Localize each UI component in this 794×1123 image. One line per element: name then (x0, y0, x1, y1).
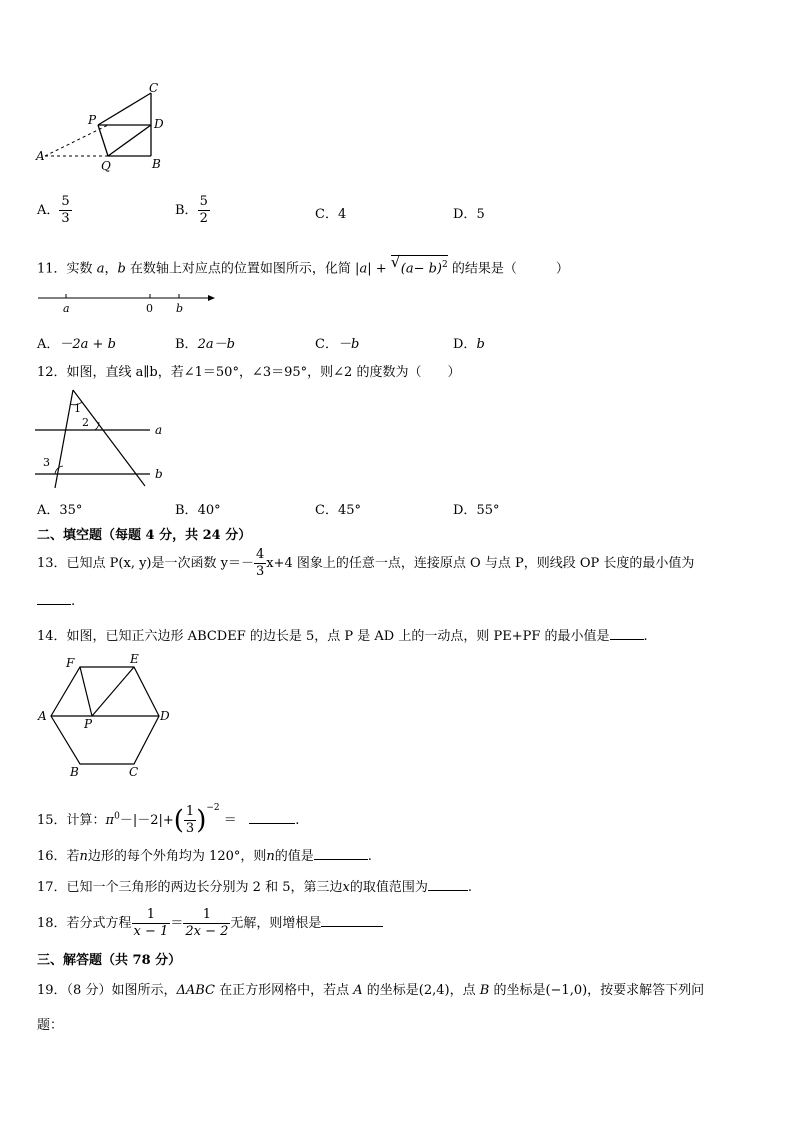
q12-figure (35, 388, 175, 493)
q11-text: 11．实数 a，b 在数轴上对应点的位置如图所示，化简 |a| + √ $(a- b)^2$ 的结果是（ ） (37, 253, 569, 277)
hex-label-F: F (66, 656, 75, 670)
q12-option-d[interactable]: D．55° (453, 503, 500, 518)
q10-option-b[interactable]: B． $\frac{5}{2}$ (175, 194, 208, 226)
q10-option-a[interactable]: A． $\frac{5}{3}$ (37, 194, 70, 226)
angle-label-2: 2 (82, 416, 89, 429)
q13-answer-line[interactable]: . (37, 592, 75, 611)
line-label-a: a (155, 423, 163, 437)
q12-text: 12．如图，直线 a∥b，若∠1＝50°，∠3＝95°，则∠2 的度数为（ ） (37, 365, 461, 380)
q12-option-a[interactable]: A．35° (37, 503, 83, 518)
q10-figure (30, 78, 180, 178)
line-label-b: b (155, 467, 163, 481)
q15-text: 15．计算：$\pi^0-|-2|+$( $\frac{1}{3}$ )$^{-2}$ ＝ . (37, 803, 300, 836)
label-Q: Q (101, 159, 111, 173)
hex-label-D: D (160, 709, 170, 723)
hex-label-P: P (84, 717, 93, 731)
q11-option-b[interactable]: B．2a－b (175, 337, 235, 352)
q18-text: 18．若分式方程 $\frac{1}{x - 1}$ ＝ $\frac{1}{2x - 2}$ 无解，则增根是 (37, 907, 383, 940)
q12-option-c[interactable]: C．45° (315, 503, 361, 518)
section-solve-heading: 三、解答题（共 78 分） (37, 953, 182, 968)
q12-option-b[interactable]: B．40° (175, 503, 221, 518)
section-fill-in-heading: 二、填空题（每题 4 分，共 24 分） (37, 528, 252, 543)
label-B: B (152, 157, 161, 171)
numberline-label-0: 0 (146, 302, 153, 315)
hex-label-B: B (70, 765, 79, 779)
q10-option-d[interactable]: D．5 (453, 207, 485, 222)
q19-text-line2: 题： (37, 1018, 64, 1033)
q10-option-c[interactable]: C．4 (315, 207, 347, 222)
label-C: C (149, 81, 159, 95)
q16-text: 16．若n边形的每个外角均为 120°，则n的值是 . (37, 849, 372, 864)
q14-text: 14．如图，已知正六边形 ABCDEF 的边长是 5，点 P 是 AD 上的一动点，则 PE+PF 的最小值是 . (37, 629, 648, 644)
q11-number-line (38, 288, 218, 318)
q11-option-c[interactable]: C．－b (315, 337, 360, 352)
hex-label-C: C (129, 765, 139, 779)
q13-text: 13．已知点 P(x, y)是一次函数 y＝－ $\frac{4}{3}$ x+4 图象上的任意一点，连接原点 O 与点 P，则线段 OP 长度的最小值为 (37, 547, 695, 579)
angle-label-1: 1 (74, 402, 81, 415)
label-A: A (36, 149, 45, 163)
q14-hexagon-figure (34, 652, 184, 780)
q19-text: 19．（8 分）如图所示，ΔABC 在正方形网格中，若点 A 的坐标是(2,4)，点 B 的坐标是(−1,0)，按要求解答下列问 (37, 983, 705, 998)
numberline-label-b: b (176, 302, 184, 315)
label-D: D (154, 117, 164, 131)
hex-label-E: E (130, 652, 139, 666)
q11-option-a[interactable]: A．－2a + b (37, 337, 116, 352)
hex-label-A: A (38, 709, 47, 723)
numberline-label-a: a (63, 302, 70, 315)
label-P: P (88, 113, 97, 127)
angle-label-3: 3 (43, 456, 50, 469)
q11-option-d[interactable]: D．b (453, 337, 485, 352)
q17-text: 17．已知一个三角形的两边长分别为 2 和 5，第三边x的取值范围为 . (37, 880, 472, 895)
